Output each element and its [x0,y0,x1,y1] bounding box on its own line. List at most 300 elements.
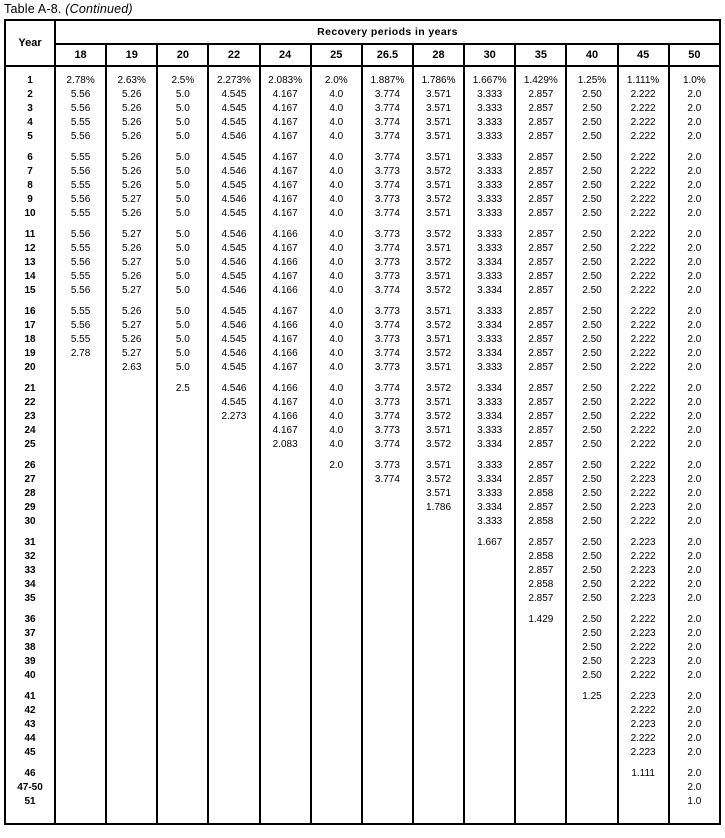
rate-cell-30yr: 3.333 [464,193,515,207]
rate-cell-19yr: 5.26 [106,130,157,144]
spacer-cell [618,375,669,382]
spacer-cell [55,375,106,382]
column-header-20: 20 [157,44,208,66]
rate-cell-25yr [311,732,362,746]
column-header-22: 22 [208,44,259,66]
rate-cell-28yr [413,669,464,683]
rate-cell-25yr: 4.0 [311,256,362,270]
rate-cell-30yr: 3.333 [464,228,515,242]
rate-cell-25yr: 4.0 [311,88,362,102]
year-cell: 19 [5,347,55,361]
rate-cell-24yr [260,795,311,809]
rate-cell-18yr: 2.78% [55,74,106,88]
rate-cell-22yr: 4.546 [208,165,259,179]
rate-cell-24yr [260,781,311,795]
spacer-cell [260,606,311,613]
rate-cell-20yr: 5.0 [157,207,208,221]
rate-cell-35yr: 2.857 [515,319,566,333]
rate-cell-19yr [106,592,157,606]
table-row [5,319,720,333]
table-row [5,74,720,88]
rate-cell-45yr: 2.222 [618,88,669,102]
rate-cell-28yr [413,767,464,781]
rate-cell-28yr [413,704,464,718]
year-cell: 1 [5,74,55,88]
body-bottom-padding [5,809,720,824]
spacer-cell [106,66,157,74]
rate-cell-24yr: 4.167 [260,270,311,284]
rate-cell-22yr [208,578,259,592]
spacer-cell [157,375,208,382]
rate-cell-20yr [157,704,208,718]
rate-cell-20yr: 5.0 [157,116,208,130]
rate-cell-20yr: 5.0 [157,319,208,333]
rate-cell-45yr: 2.223 [618,592,669,606]
spacer-cell [413,809,464,824]
rate-cell-20yr [157,424,208,438]
rate-cell-26.5yr: 3.774 [362,319,413,333]
rate-cell-26.5yr [362,746,413,760]
rate-cell-20yr [157,578,208,592]
spacer-cell [618,760,669,767]
spacer-cell [208,375,259,382]
rate-cell-35yr [515,746,566,760]
rate-cell-25yr [311,704,362,718]
rate-cell-26.5yr [362,795,413,809]
column-header-28: 28 [413,44,464,66]
rate-cell-45yr: 2.223 [618,655,669,669]
group-gap [5,375,720,382]
rate-cell-20yr: 5.0 [157,151,208,165]
rate-cell-40yr: 2.50 [566,284,617,298]
rate-cell-40yr [566,795,617,809]
table-row [5,732,720,746]
rate-cell-35yr: 2.857 [515,116,566,130]
rate-cell-45yr: 2.222 [618,515,669,529]
spacer-cell [566,529,617,536]
column-header-35: 35 [515,44,566,66]
rate-cell-35yr: 2.857 [515,459,566,473]
spacer-cell [464,298,515,305]
rate-cell-24yr [260,515,311,529]
rate-cell-50yr: 2.0 [669,88,720,102]
spacer-cell [413,144,464,151]
rate-cell-20yr: 5.0 [157,305,208,319]
rate-cell-25yr [311,473,362,487]
rate-cell-24yr [260,704,311,718]
rate-cell-35yr: 2.857 [515,592,566,606]
rate-cell-25yr [311,669,362,683]
rate-cell-25yr [311,515,362,529]
rate-cell-24yr [260,669,311,683]
rate-cell-35yr: 2.857 [515,473,566,487]
table-row [5,256,720,270]
rate-cell-20yr: 5.0 [157,347,208,361]
rate-cell-22yr: 4.546 [208,347,259,361]
rate-cell-45yr: 2.222 [618,242,669,256]
rate-cell-45yr: 2.223 [618,536,669,550]
table-row [5,424,720,438]
rate-cell-45yr: 2.222 [618,256,669,270]
rate-cell-50yr: 2.0 [669,270,720,284]
rate-cell-35yr [515,718,566,732]
rate-cell-26.5yr: 3.773 [362,361,413,375]
rate-cell-24yr [260,487,311,501]
table-row [5,473,720,487]
rate-cell-30yr [464,767,515,781]
rate-cell-18yr [55,613,106,627]
rate-cell-20yr: 5.0 [157,228,208,242]
rate-cell-30yr: 3.333 [464,305,515,319]
rate-cell-35yr: 2.857 [515,256,566,270]
rate-cell-28yr: 3.571 [413,179,464,193]
spacer-cell [106,606,157,613]
rate-cell-19yr [106,641,157,655]
rate-cell-28yr [413,795,464,809]
rate-cell-19yr [106,718,157,732]
rate-cell-20yr: 5.0 [157,88,208,102]
year-cell: 25 [5,438,55,452]
rate-cell-18yr: 5.56 [55,88,106,102]
column-header-45: 45 [618,44,669,66]
rate-cell-35yr: 2.857 [515,228,566,242]
table-row [5,627,720,641]
spacer-cell [464,452,515,459]
table-row [5,130,720,144]
spacer-cell [515,529,566,536]
rate-cell-40yr: 2.50 [566,424,617,438]
table-row [5,669,720,683]
rate-cell-26.5yr [362,767,413,781]
year-cell: 12 [5,242,55,256]
rate-cell-35yr: 2.857 [515,396,566,410]
rate-cell-18yr [55,669,106,683]
rate-cell-30yr: 3.334 [464,284,515,298]
rate-cell-35yr [515,655,566,669]
rate-cell-20yr: 5.0 [157,179,208,193]
spacer-cell [515,66,566,74]
rate-cell-35yr: 2.858 [515,550,566,564]
table-row [5,795,720,809]
year-cell: 27 [5,473,55,487]
rate-cell-40yr [566,746,617,760]
rate-cell-20yr [157,732,208,746]
rate-cell-24yr: 4.167 [260,333,311,347]
rate-cell-19yr [106,781,157,795]
rate-cell-45yr: 2.222 [618,641,669,655]
rate-cell-45yr: 2.223 [618,564,669,578]
spacer-cell [106,221,157,228]
spacer-cell [55,809,106,824]
year-cell: 33 [5,564,55,578]
rate-cell-45yr: 2.222 [618,361,669,375]
spacer-cell [260,452,311,459]
rate-cell-19yr [106,550,157,564]
rate-cell-20yr: 2.5 [157,382,208,396]
year-cell: 47-50 [5,781,55,795]
table-row [5,487,720,501]
rate-cell-18yr [55,592,106,606]
rate-cell-26.5yr [362,515,413,529]
rate-cell-35yr: 2.857 [515,305,566,319]
spacer-cell [5,221,55,228]
rate-cell-26.5yr [362,536,413,550]
table-row [5,179,720,193]
rate-cell-45yr: 2.223 [618,746,669,760]
group-gap [5,452,720,459]
rate-cell-25yr [311,487,362,501]
group-gap [5,606,720,613]
spacer-cell [362,683,413,690]
rate-cell-24yr [260,767,311,781]
rate-cell-50yr: 2.0 [669,592,720,606]
rate-cell-24yr [260,655,311,669]
year-cell: 42 [5,704,55,718]
rate-cell-20yr [157,795,208,809]
table-row [5,102,720,116]
rate-cell-35yr: 2.857 [515,564,566,578]
year-cell: 32 [5,550,55,564]
rate-cell-20yr: 5.0 [157,165,208,179]
rate-cell-40yr: 2.50 [566,116,617,130]
rate-cell-18yr [55,473,106,487]
rate-cell-40yr: 2.50 [566,669,617,683]
table-row [5,459,720,473]
spacer-cell [669,375,720,382]
spacer-cell [413,66,464,74]
spacer-cell [413,221,464,228]
year-cell: 14 [5,270,55,284]
spacer-cell [157,809,208,824]
rate-cell-19yr [106,487,157,501]
rate-cell-50yr: 2.0 [669,382,720,396]
spacer-cell [5,809,55,824]
rate-cell-22yr [208,438,259,452]
rate-cell-19yr: 5.27 [106,319,157,333]
spacer-cell [106,529,157,536]
rate-cell-50yr: 2.0 [669,347,720,361]
rate-cell-40yr: 2.50 [566,382,617,396]
rate-cell-30yr: 3.334 [464,410,515,424]
rate-cell-40yr: 2.50 [566,550,617,564]
rate-cell-24yr: 4.166 [260,319,311,333]
spacer-cell [260,683,311,690]
spacer-cell [55,606,106,613]
rate-cell-18yr [55,781,106,795]
rate-cell-35yr: 2.857 [515,130,566,144]
rate-cell-28yr [413,732,464,746]
rate-cell-28yr: 3.572 [413,228,464,242]
rate-cell-26.5yr: 3.774 [362,382,413,396]
rate-cell-28yr: 3.572 [413,410,464,424]
rate-cell-18yr [55,501,106,515]
rate-cell-26.5yr: 3.774 [362,88,413,102]
rate-cell-35yr: 2.857 [515,102,566,116]
column-header-18: 18 [55,44,106,66]
rate-cell-40yr [566,767,617,781]
rate-cell-28yr: 3.571 [413,102,464,116]
rate-cell-26.5yr [362,578,413,592]
rate-cell-30yr: 1.667% [464,74,515,88]
group-gap [5,144,720,151]
rate-cell-35yr: 2.857 [515,536,566,550]
spacer-cell [566,606,617,613]
rate-cell-18yr: 5.55 [55,207,106,221]
rate-cell-35yr: 2.857 [515,207,566,221]
rate-cell-28yr [413,592,464,606]
rate-cell-28yr: 3.572 [413,284,464,298]
rate-cell-22yr: 4.545 [208,88,259,102]
rate-cell-28yr [413,627,464,641]
year-cell: 21 [5,382,55,396]
table-row [5,592,720,606]
rate-cell-26.5yr: 3.773 [362,333,413,347]
group-gap [5,760,720,767]
rate-cell-50yr: 2.0 [669,193,720,207]
rate-cell-24yr [260,578,311,592]
table-row [5,88,720,102]
rate-cell-22yr [208,627,259,641]
spacer-cell [157,452,208,459]
spacer-cell [362,529,413,536]
group-gap [5,298,720,305]
rate-cell-30yr: 3.333 [464,165,515,179]
rate-cell-45yr: 2.222 [618,130,669,144]
year-cell: 41 [5,690,55,704]
rate-cell-28yr [413,550,464,564]
rate-cell-28yr: 3.572 [413,438,464,452]
rate-cell-45yr: 2.222 [618,116,669,130]
rate-cell-19yr: 5.26 [106,305,157,319]
rate-cell-18yr [55,438,106,452]
spacer-cell [464,66,515,74]
rate-cell-28yr: 3.571 [413,207,464,221]
rate-cell-25yr [311,501,362,515]
spacer-cell [55,760,106,767]
rate-cell-30yr: 3.333 [464,487,515,501]
table-row [5,207,720,221]
rate-cell-25yr: 4.0 [311,228,362,242]
group-gap [5,529,720,536]
rate-cell-26.5yr: 3.774 [362,473,413,487]
rate-cell-22yr [208,704,259,718]
rate-cell-25yr: 4.0 [311,361,362,375]
rate-cell-50yr: 1.0% [669,74,720,88]
rate-cell-25yr [311,536,362,550]
rate-cell-22yr: 4.545 [208,270,259,284]
rate-cell-35yr: 2.858 [515,487,566,501]
rate-cell-28yr [413,613,464,627]
rate-cell-25yr: 2.0 [311,459,362,473]
rate-cell-25yr: 4.0 [311,410,362,424]
rate-cell-18yr [55,704,106,718]
rate-cell-19yr [106,578,157,592]
rate-cell-50yr: 2.0 [669,102,720,116]
rate-cell-35yr: 2.858 [515,515,566,529]
rate-cell-40yr: 2.50 [566,459,617,473]
spacer-cell [55,298,106,305]
rate-cell-45yr: 2.223 [618,718,669,732]
spacer-cell [362,452,413,459]
rate-cell-26.5yr [362,781,413,795]
rate-cell-18yr [55,795,106,809]
column-header-25: 25 [311,44,362,66]
body-top-padding [5,66,720,74]
rate-cell-18yr [55,627,106,641]
year-cell: 22 [5,396,55,410]
spacer-cell [464,606,515,613]
rate-cell-20yr: 5.0 [157,130,208,144]
rate-cell-18yr: 5.56 [55,102,106,116]
spacer-cell [5,375,55,382]
rate-cell-45yr: 2.222 [618,613,669,627]
rate-cell-19yr: 5.26 [106,179,157,193]
rate-cell-18yr [55,515,106,529]
rate-cell-35yr: 2.858 [515,578,566,592]
rate-cell-45yr: 2.223 [618,627,669,641]
spacer-cell [515,606,566,613]
table-row [5,410,720,424]
rate-cell-28yr: 3.572 [413,319,464,333]
rate-cell-22yr [208,795,259,809]
rate-cell-19yr [106,795,157,809]
table-row [5,151,720,165]
rate-cell-30yr [464,690,515,704]
rate-cell-20yr [157,767,208,781]
rate-cell-24yr: 4.166 [260,382,311,396]
rate-cell-19yr: 5.26 [106,165,157,179]
rate-cell-30yr: 3.333 [464,459,515,473]
rate-cell-24yr [260,746,311,760]
spacer-cell [157,298,208,305]
spacer-cell [362,760,413,767]
rate-cell-28yr [413,536,464,550]
rate-cell-30yr: 3.333 [464,207,515,221]
rate-cell-40yr: 2.50 [566,501,617,515]
table-row [5,550,720,564]
rate-cell-50yr: 2.0 [669,130,720,144]
rate-cell-19yr: 2.63% [106,74,157,88]
rate-cell-35yr: 2.857 [515,438,566,452]
spacer-cell [55,144,106,151]
rate-cell-19yr [106,690,157,704]
rate-cell-35yr [515,732,566,746]
rate-cell-35yr: 2.857 [515,333,566,347]
rate-cell-45yr: 2.222 [618,179,669,193]
spacer-cell [208,221,259,228]
table-row [5,361,720,375]
rate-cell-24yr: 2.083 [260,438,311,452]
year-cell: 10 [5,207,55,221]
spacer-cell [566,683,617,690]
rate-cell-40yr: 2.50 [566,438,617,452]
year-cell: 6 [5,151,55,165]
rate-cell-40yr [566,704,617,718]
rate-cell-45yr: 2.222 [618,305,669,319]
rate-cell-26.5yr [362,487,413,501]
rate-cell-22yr [208,669,259,683]
rate-cell-20yr [157,613,208,627]
rate-cell-28yr: 3.571 [413,396,464,410]
rate-cell-40yr: 1.25 [566,690,617,704]
spacer-cell [55,221,106,228]
rate-cell-28yr: 1.786 [413,501,464,515]
rate-cell-35yr: 2.857 [515,179,566,193]
spacer-cell [669,298,720,305]
spacer-cell [362,66,413,74]
rate-cell-30yr [464,641,515,655]
rate-cell-40yr [566,718,617,732]
